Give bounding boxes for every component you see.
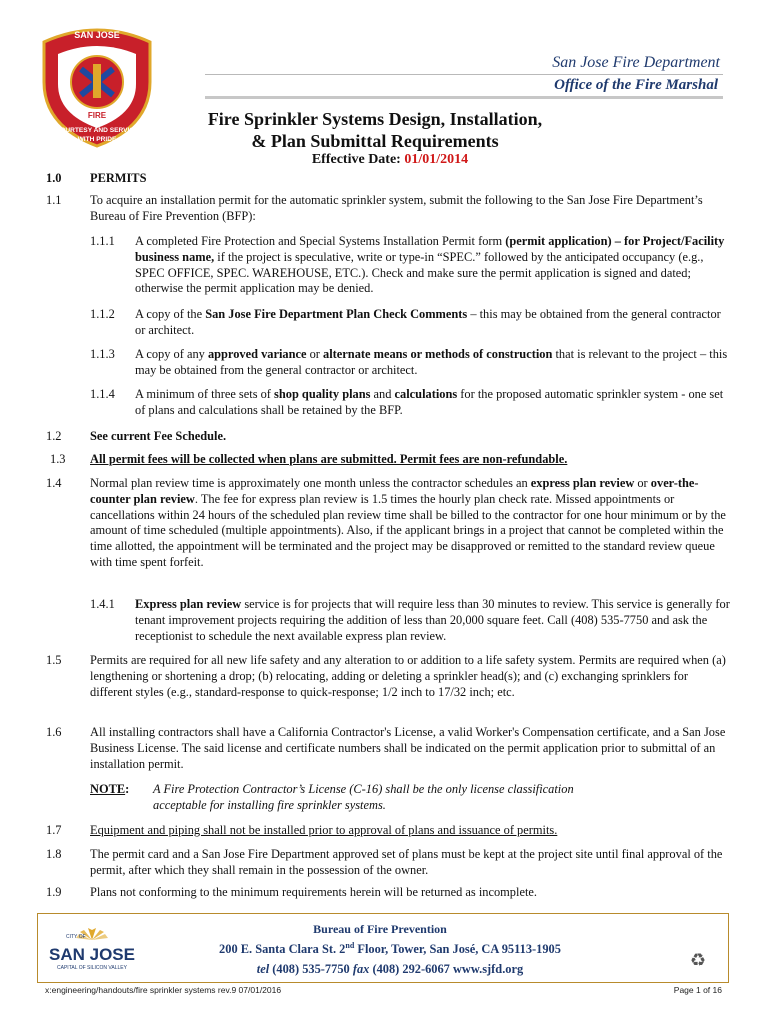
effective-date-value: 01/01/2014 <box>404 152 469 167</box>
item-number: 1.4 <box>46 476 62 490</box>
effective-date <box>250 152 530 168</box>
item-text-1-1-4: A minimum of three sets of shop quality plans and calculations for the proposed automatic sprinkler system - one set of plans and calculations shall be retained by the BFP. <box>135 387 724 417</box>
item-text-1-1-1: A completed Fire Protection and Special Systems Installation Permit form (permit application) – for Project/Facility business name, if the project is speculative, write or type-in “SPEC.” followed by the anticipated occupancy (e.g., SPEC OFFICE, SPEC. WAREHOUSE, ETC.). Check and make sure the permit application is signed and dated; otherwise the permit application may be denied. <box>135 234 725 296</box>
item-number: 1.1.1 <box>90 234 115 248</box>
section-number: 1.0 <box>46 171 62 185</box>
document-title-line1: Fire Sprinkler Systems Design, Installation, <box>207 109 543 129</box>
item-number: 1.1.3 <box>90 347 115 361</box>
svg-text:CAPITAL OF SILICON VALLEY: CAPITAL OF SILICON VALLEY <box>57 965 127 971</box>
item-text-1-1: To acquire an installation permit for the automatic sprinkler system, submit the following to the San Jose Fire Department’s Bureau of Fire Prevention (BFP): <box>90 193 703 223</box>
footer-address: 200 E. Santa Clara St. 2nd Floor, Tower, San José, CA 95113-1905 <box>219 941 561 957</box>
city-of-san-jose-logo <box>46 926 138 974</box>
section-title: PERMITS <box>90 171 147 185</box>
file-path: x:engineering/handouts/fire sprinkler systems rev.9 07/01/2016 <box>45 985 282 995</box>
item-number: 1.9 <box>46 885 62 899</box>
svg-text:WITH PRIDE: WITH PRIDE <box>77 136 117 143</box>
office-name: Office of the Fire Marshal <box>554 77 718 93</box>
item-number: 1.6 <box>46 725 62 739</box>
item-number: 1.7 <box>46 823 62 837</box>
header-rule <box>205 74 723 75</box>
item-number: 1.8 <box>46 847 62 861</box>
item-text-1-8: The permit card and a San Jose Fire Department approved set of plans must be kept at the project site until final approval of the permit, after which they shall remain in the possession of the owner. <box>90 847 723 877</box>
footer-contact: tel (408) 535-7750 fax (408) 292-6067 www.sjfd.org <box>256 962 524 976</box>
item-number: 1.5 <box>46 653 62 667</box>
item-number: 1.3 <box>50 452 66 466</box>
note-label: NOTE: <box>90 782 130 796</box>
svg-text:CITY OF: CITY OF <box>66 934 86 940</box>
item-number: 1.1.4 <box>90 387 115 401</box>
svg-text:FIRE: FIRE <box>87 111 107 120</box>
footer-bureau: Bureau of Fire Prevention <box>313 922 447 936</box>
effective-date-label: Effective Date: <box>311 152 401 167</box>
svg-text:SAN JOSE: SAN JOSE <box>74 30 120 40</box>
document-title-line2: & Plan Submittal Requirements <box>251 131 499 151</box>
item-text-1-7: Equipment and piping shall not be installed prior to approval of plans and issuance of permits. <box>90 823 558 837</box>
note-text: A Fire Protection Contractor’s License (C-16) shall be the only license classification acceptable for installing fire sprinkler systems. <box>153 782 574 812</box>
item-number: 1.2 <box>46 429 62 443</box>
svg-text:COURTESY AND SERVICE: COURTESY AND SERVICE <box>55 127 139 134</box>
item-number: 1.4.1 <box>90 597 115 611</box>
page-number: Page 1 of 16 <box>673 985 722 995</box>
item-text-1-4: Normal plan review time is approximately one month unless the contractor schedules an express plan review or over-the-counter plan review. The fee for express plan review is 1.5 times the hourly plan check rate. Missed appointments or cancellations within 24 hours of the scheduled plan review time shall be billed to the contractor for one hour minimum or by the amount of time scheduled (multiple appointments). Also, if the applicant brings in a project that cannot be completed within the time allotted, the appointment will be terminated and the project may be disapproved or remitted to the standard review queue with time spent forfeit. <box>90 476 726 569</box>
header-rule-thick <box>205 96 723 99</box>
item-text-1-9: Plans not conforming to the minimum requirements herein will be returned as incomplete. <box>90 885 537 899</box>
item-text-1-1-3: A copy of any approved variance or alternate means or methods of construction that is relevant to the project – this may be obtained from the general contractor or architect. <box>135 347 728 377</box>
item-text-1-5: Permits are required for all new life safety and any alteration to or addition to a life safety system. Permits are required when (a) lengthening or shortening a drop; (b) relocating, adding or deleting a sprinkler head(s); and (c) exchanging sprinklers for different styles (e.g., standard-response to quick-response; 1/2 inch to 17/32 inch; etc. <box>90 653 726 699</box>
item-text-1-6: All installing contractors shall have a California Contractor's License, a valid Worker's Compensation certificate, and a San Jose Business License. The said license and certificate numbers shall be indicated on the permit application prior to submittal of an installation permit. <box>90 725 726 771</box>
recycle-icon: ♻ <box>690 950 707 971</box>
item-number: 1.1 <box>46 193 62 207</box>
department-name: San Jose Fire Department <box>552 54 720 71</box>
item-text-1-4-1: Express plan review service is for projects that will require less than 30 minutes to review. This service is generally for tenant improvement projects requiring the addition of less than 20,000 square feet. Call (408) 535-7750 and ask the receptionist to schedule the next available express plan review. <box>135 597 730 643</box>
item-text-1-2: See current Fee Schedule. <box>90 429 227 443</box>
svg-text:SAN JOSE: SAN JOSE <box>49 945 135 964</box>
item-number: 1.1.2 <box>90 307 115 321</box>
item-text-1-1-2: A copy of the San Jose Fire Department Plan Check Comments – this may be obtained from the general contractor or architect. <box>135 307 721 337</box>
item-text-1-3: All permit fees will be collected when plans are submitted. Permit fees are non-refundable. <box>90 452 568 466</box>
